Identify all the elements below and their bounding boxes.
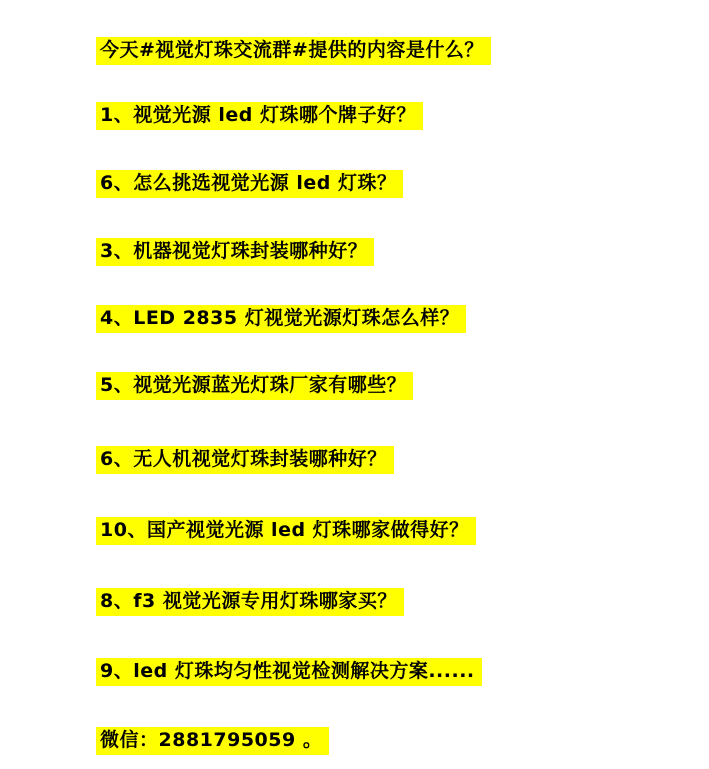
- document-title: 今天#视觉灯珠交流群#提供的内容是什么？: [96, 37, 491, 65]
- list-item-7: [96, 517, 476, 545]
- wechat-contact-text: 微信：2881795059 。: [96, 727, 329, 755]
- list-item-6-text: 6、无人机视觉灯珠封装哪种好？: [96, 446, 394, 474]
- document-title-line: [96, 37, 491, 65]
- list-item-7-text: 10、国产视觉光源 led 灯珠哪家做得好？: [96, 517, 476, 545]
- list-item-8: [96, 588, 404, 616]
- list-item-6: [96, 446, 394, 474]
- list-item-9-text: 9、led 灯珠均匀性视觉检测解决方案......: [96, 658, 482, 686]
- list-item-5: [96, 372, 413, 400]
- list-item-3: [96, 238, 374, 266]
- list-item-3-text: 3、机器视觉灯珠封装哪种好？: [96, 238, 374, 266]
- list-item-1-text: 1、视觉光源 led 灯珠哪个牌子好？: [96, 102, 423, 130]
- list-item-1: [96, 102, 423, 130]
- list-item-8-text: 8、f3 视觉光源专用灯珠哪家买？: [96, 588, 404, 616]
- list-item-9: [96, 658, 482, 686]
- list-item-2-text: 6、怎么挑选视觉光源 led 灯珠？: [96, 170, 403, 198]
- list-item-4: [96, 305, 466, 333]
- list-item-4-text: 4、LED 2835 灯视觉光源灯珠怎么样？: [96, 305, 466, 333]
- list-item-2: [96, 170, 403, 198]
- list-item-5-text: 5、视觉光源蓝光灯珠厂家有哪些？: [96, 372, 413, 400]
- wechat-contact-line: [96, 727, 329, 755]
